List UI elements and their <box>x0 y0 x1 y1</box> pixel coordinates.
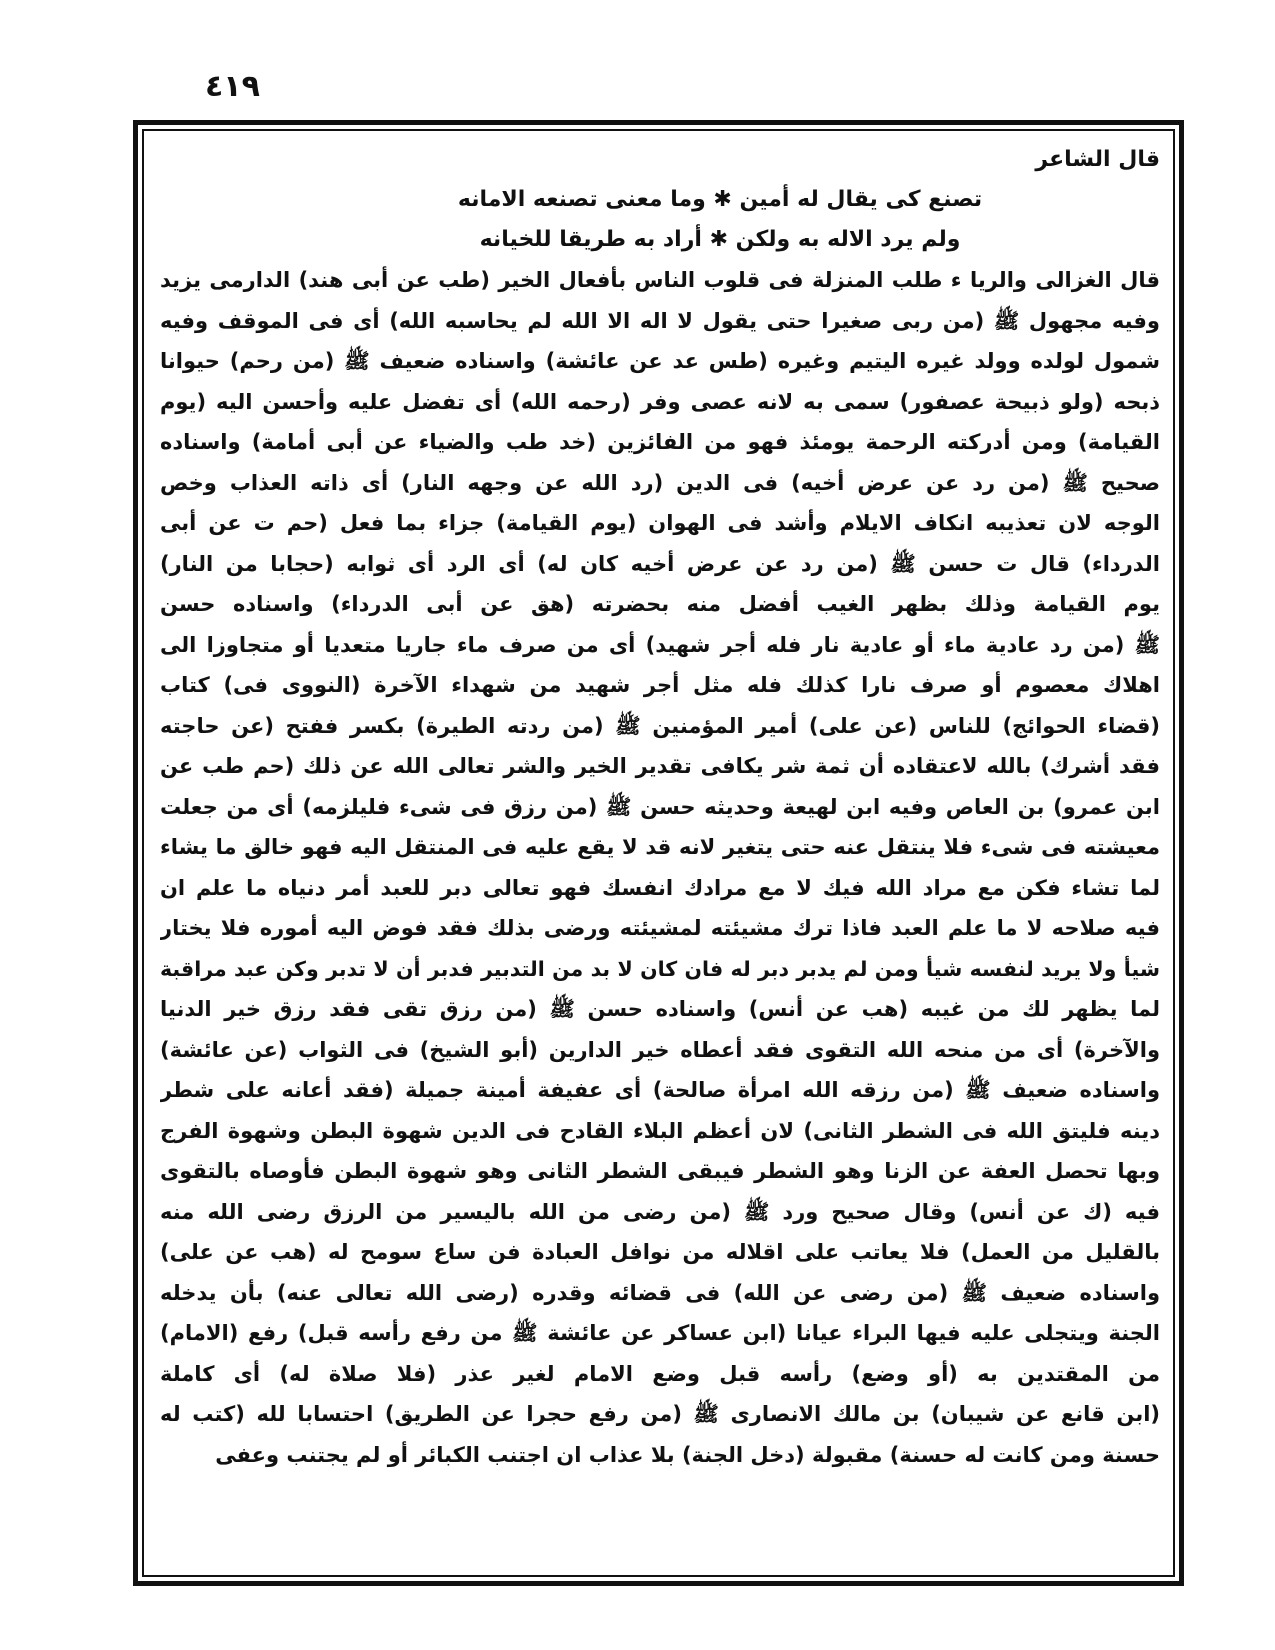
text-line: الجنة ويتجلى عليه فيها البراء عيانا (ابن عساكر عن عائشة ﷺ من رفع رأسه قبل) رفع (الامام) <box>160 1321 1160 1345</box>
page-number: ٤١٩ <box>205 69 260 104</box>
text-line: (قضاء الحوائج) للناس (عن على) أمير المؤمنين ﷺ (من ردته الطيرة) بكسر ففتح (عن حاجته <box>160 713 1160 738</box>
text-line: ذبحه (ولو ذبيحة عصفور) سمى به لانه عصى وفر (رحمه الله) أى تفضل عليه وأحسن اليه (يوم <box>160 389 1160 414</box>
text-line: والآخرة) أى من منحه الله التقوى فقد أعطاه خير الدارين (أبو الشيخ) فى الثواب (عن عائشة) <box>160 1037 1160 1062</box>
text-body <box>160 140 1160 1570</box>
text-line: فيه صلاحه لا ما علم العبد فاذا ترك مشيئته لمشيئته ورضى بذلك فقد فوض اليه أموره فلا يختار <box>160 916 1160 940</box>
text-line: لما تشاء فكن مع مراد الله فيك لا مع مرادك انفسك فهو تعالى دبر للعبد أمر دنياه ما علم ان <box>160 875 1160 900</box>
text-line: بالقليل من العمل) فلا يعاتب على اقلاله من نوافل العبادة فن ساع سومح له (هب عن على) <box>160 1240 1160 1264</box>
text-line: واسناده ضعيف ﷺ (من رزقه الله امرأة صالحة) أى عفيفة أمينة جميلة (فقد أعانه على شطر <box>160 1078 1160 1102</box>
text-line: الدرداء) قال ت حسن ﷺ (من رد عن عرض أخيه كان له) أى الرد أى ثوابه (حجابا من النار) <box>160 551 1160 576</box>
verse-line: ولم يرد الاله به ولكن ✱ أراد به طريقا للخيانه <box>479 227 961 252</box>
text-line: معيشته فى شىء فلا ينتقل عنه حتى يتغير لانه قد لا يقع عليه فى المنتقل اليه فهو خالق ما يشاء <box>160 835 1160 859</box>
text-line: ابن عمرو) بن العاص وفيه ابن لهيعة وحديثه حسن ﷺ (من رزق فى شىء فليلزمه) أى من جعلت <box>160 794 1160 819</box>
text-line: فيه (ك عن أنس) وقال صحيح ورد ﷺ (من رضى من الله باليسير من الرزق رضى الله منه <box>160 1199 1160 1224</box>
heading: قال الشاعر <box>1035 147 1160 172</box>
text-line: قال الغزالى والريا ء طلب المنزلة فى قلوب الناس بأفعال الخير (طب عن أبى هند) الدارمى يزيد <box>160 268 1160 292</box>
text-line: الوجه لان تعذيبه انكاف الايلام وأشد فى الهوان (يوم القيامة) جزاء بما فعل (حم ت عن أبى <box>160 511 1160 535</box>
text-line: فقد أشرك) بالله لاعتقاده أن ثمة شر يكافى تقدير الخير والشر تعالى الله عن ذلك (حم طب عن <box>160 754 1160 778</box>
text-line: القيامة) ومن أدركته الرحمة يومئذ فهو من الفائزين (خد طب والضياء عن أبى أمامة) واسناده <box>160 430 1160 454</box>
text-line: ﷺ (من رد عادية ماء أو عادية نار فله أجر شهيد) أى من صرف ماء جاريا متعديا أو متجاوزا الى <box>160 632 1160 657</box>
text-line: صحيح ﷺ (من رد عن عرض أخيه) فى الدين (رد الله عن وجهه النار) أى ذاته العذاب وخص <box>160 470 1160 495</box>
text-line: دينه فليتق الله فى الشطر الثانى) لان أعظم البلاء القادح فى الدين شهوة البطن وشهوة الفرج <box>160 1118 1160 1143</box>
text-line: وفيه مجهول ﷺ (من ربى صغيرا حتى يقول لا اله الا الله لم يحاسبه الله) أى فى الموقف وفيه <box>160 308 1160 333</box>
text-line: اهلاك معصوم أو صرف نارا كذلك فله مثل أجر شهيد من شهداء الآخرة (النووى فى) كتاب <box>160 673 1160 697</box>
text-line: وبها تحصل العفة عن الزنا وهو الشطر فيبقى الشطر الثانى وهو شهوة البطن فأوصاه بالتقوى <box>160 1159 1160 1183</box>
text-line: حسنة ومن كانت له حسنة) مقبولة (دخل الجنة) بلا عذاب ان اجتنب الكبائر أو لم يجتنب وعفى <box>215 1442 1160 1467</box>
text-line: لما يظهر لك من غيبه (هب عن أنس) واسناده حسن ﷺ (من رزق تقى فقد رزق خير الدنيا <box>160 997 1160 1021</box>
text-line: شمول لولده وولد غيره اليتيم وغيره (طس عد عن عائشة) واسناده ضعيف ﷺ (من رحم) حيوانا <box>160 349 1160 373</box>
text-line: شيأ ولا يريد لنفسه شيأ ومن لم يدبر دبر له فان كان لا بد من التدبير فدبر أن لا تدبر وكن عبد مراقبة <box>160 956 1160 981</box>
text-line: يوم القيامة وذلك بظهر الغيب أفضل منه بحضرته (هق عن أبى الدرداء) واسناده حسن <box>160 592 1160 616</box>
text-line: واسناده ضعيف ﷺ (من رضى عن الله) فى قضائه وقدره (رضى الله تعالى عنه) بأن يدخله <box>160 1280 1160 1305</box>
text-line: (ابن قانع عن شيبان) بن مالك الانصارى ﷺ (من رفع حجرا عن الطريق) احتسابا لله (كتب له <box>160 1402 1160 1426</box>
text-line: من المقتدين به (أو وضع) رأسه قبل وضع الامام لغير عذر (فلا صلاة له) أى كاملة <box>160 1361 1160 1386</box>
verse-line: تصنع كى يقال له أمين ✱ وما معنى تصنعه الامانه <box>457 187 983 212</box>
